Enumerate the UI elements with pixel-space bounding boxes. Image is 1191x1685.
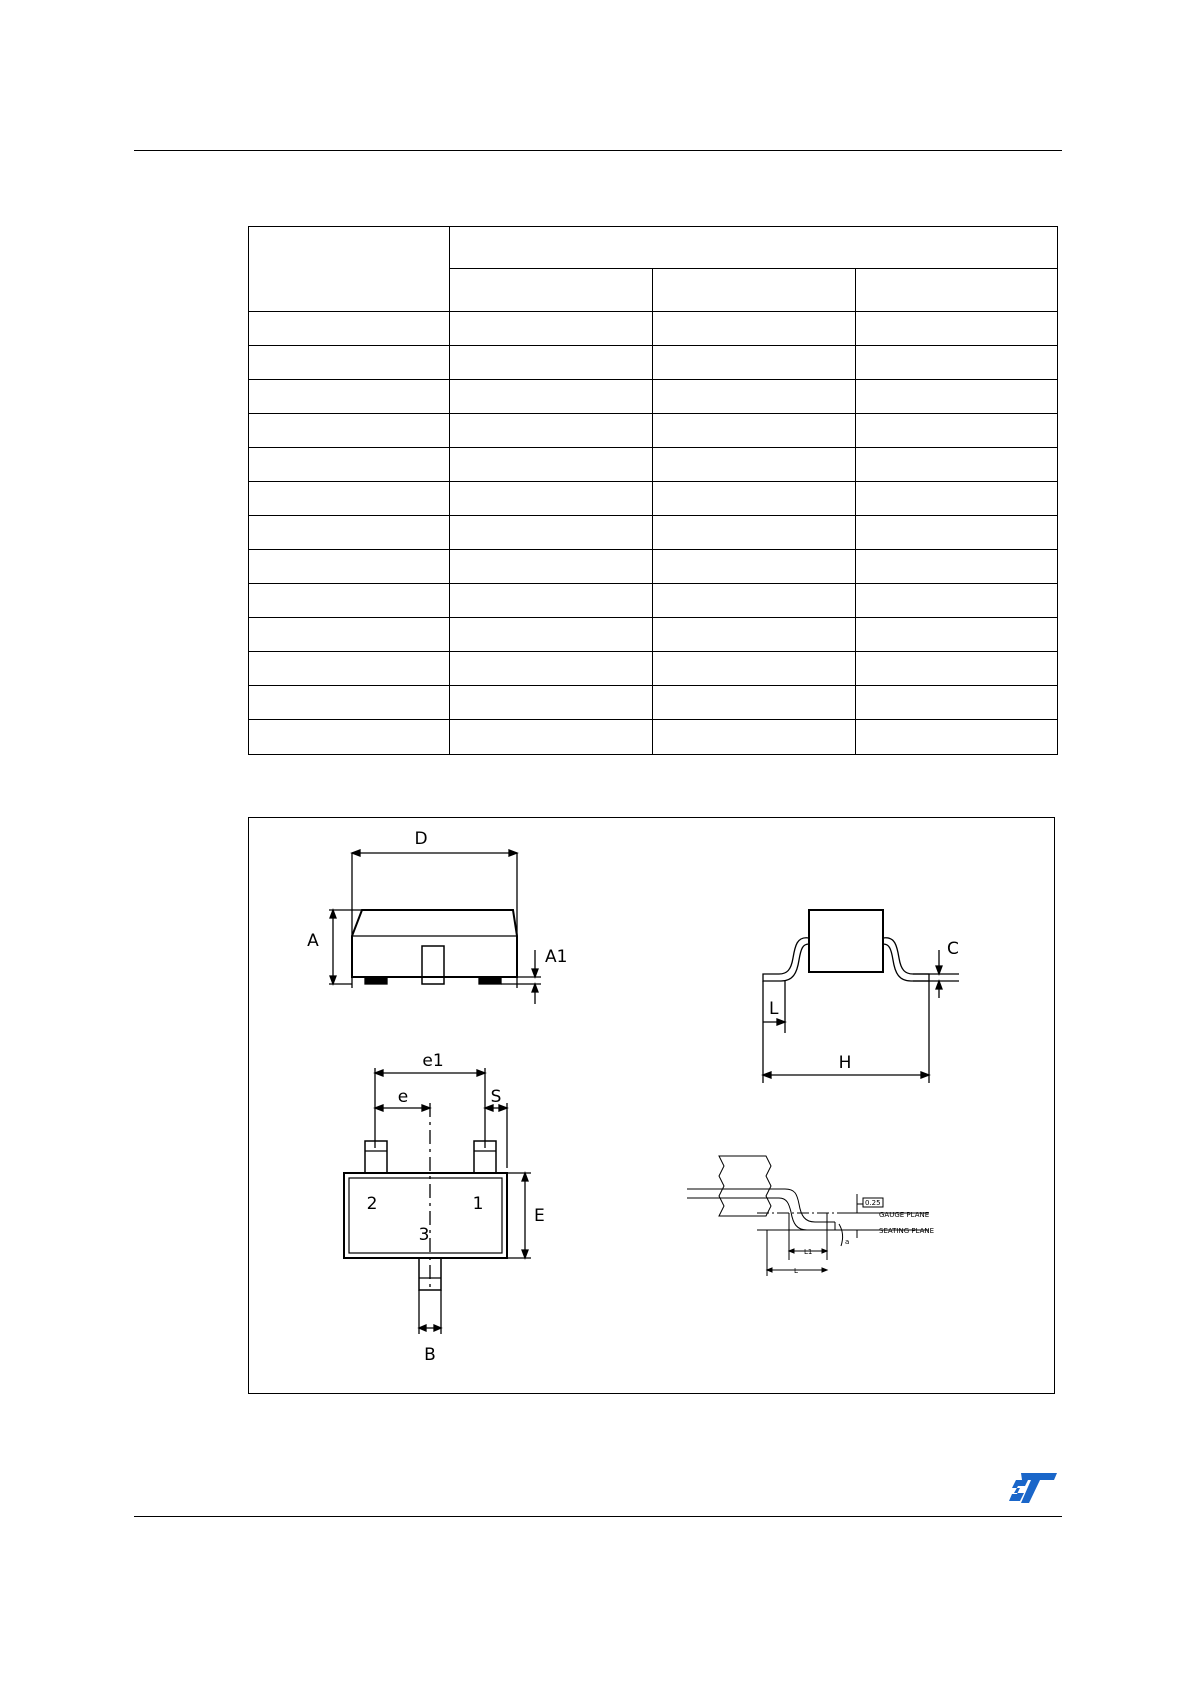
header-rule: [134, 150, 1062, 151]
table-cell: [856, 584, 1058, 618]
table-row: [249, 652, 1058, 686]
pin-label-1: 1: [472, 1194, 484, 1214]
table-row: [249, 516, 1058, 550]
label-a: A: [307, 931, 319, 951]
table-cell: [450, 380, 653, 414]
angle-arc: [839, 1224, 843, 1246]
table-cell: [653, 312, 856, 346]
table-row: [249, 346, 1058, 380]
label-b: B: [424, 1345, 436, 1365]
label-e1: e1: [422, 1051, 444, 1071]
pin-label-2: 2: [366, 1194, 378, 1214]
table-cell: [653, 380, 856, 414]
table-cell: [653, 482, 856, 516]
table-cell: [249, 312, 450, 346]
table-header-cell: [653, 269, 856, 312]
label-l: L: [769, 999, 779, 1019]
table-cell: [450, 414, 653, 448]
table-cell: [653, 652, 856, 686]
table-row: [249, 448, 1058, 482]
table-cell: [249, 584, 450, 618]
table-row: [249, 720, 1058, 755]
table-cell: [450, 516, 653, 550]
table-cell: [856, 652, 1058, 686]
label-e: e: [397, 1087, 409, 1107]
table-row: [249, 380, 1058, 414]
table-row: [249, 312, 1058, 346]
table-row: [249, 414, 1058, 448]
table-cell: [653, 516, 856, 550]
table-cell: [856, 414, 1058, 448]
table-cell: [450, 346, 653, 380]
table-row: [249, 550, 1058, 584]
side-view: [329, 850, 541, 1004]
table-cell: [450, 652, 653, 686]
table-cell: [450, 550, 653, 584]
table-cell: [249, 720, 450, 755]
gauge-value-label: 0.25: [865, 1199, 881, 1207]
table-row: [249, 482, 1058, 516]
seating-plane-label: SEATING PLANE: [879, 1227, 935, 1235]
table-cell: [249, 482, 450, 516]
l1-detail-label: L1: [804, 1248, 813, 1256]
package-outline-drawing: [249, 818, 1054, 1393]
label-a1: A1: [545, 947, 568, 967]
dimensions-table: [248, 226, 1058, 755]
table-row: [249, 618, 1058, 652]
angle-label: a: [845, 1238, 850, 1246]
l-detail-label: L: [794, 1267, 798, 1275]
end-body: [809, 910, 883, 972]
table-cell: [249, 448, 450, 482]
table-cell: [653, 618, 856, 652]
st-logo-icon: [1008, 1471, 1058, 1509]
table-cell: [450, 618, 653, 652]
detail-lead-bottom: [687, 1198, 835, 1230]
table-cell: [249, 380, 450, 414]
table-cell: [249, 618, 450, 652]
table-cell: [856, 482, 1058, 516]
label-c: C: [947, 939, 959, 959]
label-s: S: [490, 1087, 502, 1107]
table-header-cell: [450, 269, 653, 312]
table-cell: [249, 652, 450, 686]
top-body-outer: [344, 1173, 507, 1258]
end-lead-left: [763, 938, 809, 981]
table-cell: [856, 516, 1058, 550]
table-cell: [249, 516, 450, 550]
side-lead-center: [422, 946, 444, 984]
table-row: [249, 584, 1058, 618]
package-drawing-frame: [248, 817, 1055, 1394]
table-row: [249, 686, 1058, 720]
pin-label-3: 3: [418, 1225, 430, 1245]
table-cell: [249, 550, 450, 584]
end-view: [763, 910, 959, 1083]
table-cell: [653, 584, 856, 618]
side-body: [352, 910, 517, 977]
detail-body: [719, 1156, 771, 1216]
table-cell: [653, 550, 856, 584]
table-cell: [653, 414, 856, 448]
table-cell: [856, 550, 1058, 584]
table-cell: [856, 618, 1058, 652]
table-cell: [450, 720, 653, 755]
table-cell: [450, 584, 653, 618]
table-cell: [450, 482, 653, 516]
table-cell: [653, 686, 856, 720]
table-cell: [856, 686, 1058, 720]
detail-lead-top: [687, 1189, 835, 1222]
side-lead-left: [365, 977, 387, 984]
table-cell: [249, 686, 450, 720]
table-cell: [856, 380, 1058, 414]
table-cell: [653, 720, 856, 755]
footer-rule: [134, 1516, 1062, 1517]
table-header-group-cell: [450, 227, 1058, 269]
table-cell: [653, 448, 856, 482]
table-header-cell: [856, 269, 1058, 312]
top-lead-2: [365, 1141, 387, 1173]
side-lead-right: [479, 977, 501, 984]
table-cell: [249, 346, 450, 380]
table-cell: [856, 448, 1058, 482]
label-e-body: E: [534, 1206, 545, 1226]
table-cell: [450, 312, 653, 346]
table-cell: [249, 414, 450, 448]
table-cell: [856, 720, 1058, 755]
gauge-plane-label: GAUGE PLANE: [879, 1211, 930, 1219]
table-cell: [856, 312, 1058, 346]
table-cell: [856, 346, 1058, 380]
table-cell: [450, 448, 653, 482]
table-cell: [450, 686, 653, 720]
table-cell: [653, 346, 856, 380]
label-h: H: [838, 1053, 852, 1073]
label-d: D: [414, 829, 428, 849]
table-header-symbol-cell: [249, 227, 450, 312]
